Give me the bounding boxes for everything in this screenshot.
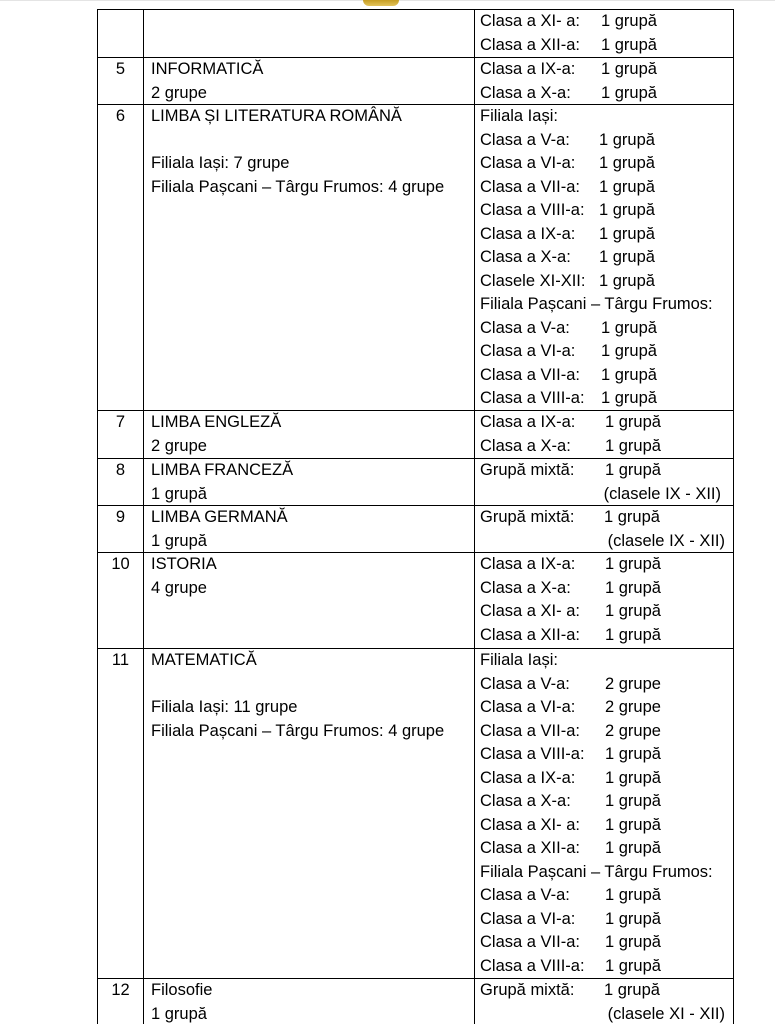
- group-line: [480, 506, 733, 530]
- table-row: [97, 978, 734, 1024]
- subject-name: LIMBA FRANCEZĂ: [151, 461, 294, 479]
- group-count: 1 grupă: [601, 83, 657, 102]
- group-count: 1 grupă: [601, 35, 657, 54]
- row-number-cell: [97, 58, 143, 104]
- class-label: Clasa a X-a:: [480, 792, 571, 810]
- class-label: Clasa a XII-a:: [480, 839, 580, 857]
- group-line: [480, 34, 733, 58]
- group-count: 1 grupă: [601, 342, 657, 360]
- group-count: 1 grupă: [605, 602, 661, 620]
- group-count: 1 grupă: [599, 201, 655, 219]
- subject-cell: [143, 10, 474, 57]
- subject-detail: Filiala Iași: 7 grupe: [151, 154, 290, 172]
- group-line: [480, 955, 733, 979]
- row-number-cell: [97, 553, 143, 648]
- group-line: [480, 459, 733, 483]
- branch-heading: Filiala Pașcani – Târgu Frumos:: [480, 862, 713, 881]
- group-count: 1 grupă: [599, 154, 655, 172]
- group-count: 1 grupă: [599, 271, 655, 290]
- group-count: 1 grupă: [599, 224, 655, 243]
- subject-cell: [143, 649, 474, 978]
- row-number: 12: [111, 981, 130, 999]
- subject-name: LIMBA GERMANĂ: [151, 508, 288, 526]
- group-line: [480, 931, 733, 955]
- subject-cell: [143, 105, 474, 410]
- group-count: 1 grupă: [605, 839, 661, 857]
- group-count: 2 grupe: [605, 698, 661, 716]
- group-line: [480, 673, 733, 697]
- grade-range-note: (clasele IX - XII): [603, 484, 721, 503]
- group-line: [480, 58, 733, 82]
- group-count: 1 grupă: [601, 389, 657, 407]
- groups-cell: [474, 10, 734, 57]
- group-line: [480, 387, 733, 410]
- group-line: [480, 129, 733, 153]
- class-label: Clasa a VI-a:: [480, 909, 576, 928]
- row-number: 10: [111, 555, 130, 573]
- groups-cell: [474, 649, 734, 978]
- groups-cell: [474, 506, 734, 552]
- subject-name: MATEMATICĂ: [151, 651, 257, 669]
- group-line: [480, 246, 733, 270]
- table-row: [97, 505, 734, 552]
- class-label: Clasa a X-a:: [480, 436, 571, 455]
- group-count: 1 grupă: [604, 981, 660, 999]
- group-line: [480, 364, 733, 388]
- group-line: [480, 767, 733, 791]
- group-count: 1 grupă: [605, 413, 661, 431]
- subject-cell: [143, 58, 474, 104]
- group-count: 1 grupă: [599, 177, 655, 196]
- subject-detail: 1 grupă: [151, 484, 207, 503]
- subject-detail: 2 grupe: [151, 83, 207, 102]
- table-row: [97, 552, 734, 648]
- group-line: [480, 10, 733, 34]
- subject-name: LIMBA ENGLEZĂ: [151, 413, 282, 431]
- class-label: Clasa a VII-a:: [480, 177, 580, 196]
- row-number-cell: [97, 10, 143, 57]
- class-label: Clasele XI-XII:: [480, 271, 586, 290]
- subject-cell: [143, 459, 474, 505]
- group-count: 1 grupă: [605, 625, 661, 644]
- class-label: Clasa a V-a:: [480, 674, 570, 693]
- table-row: [97, 9, 734, 57]
- group-line: [480, 317, 733, 341]
- group-line: [480, 152, 733, 176]
- group-line: [480, 82, 733, 105]
- branch-heading: Filiala Iași:: [480, 651, 558, 669]
- group-line: [480, 411, 733, 435]
- group-count: 1 grupă: [605, 909, 661, 928]
- group-line: [480, 837, 733, 861]
- class-label: Clasa a VI-a:: [480, 154, 576, 172]
- group-count: 1 grupă: [605, 933, 661, 951]
- group-line: [480, 979, 733, 1003]
- subject-detail: Filiala Pașcani – Târgu Frumos: 4 grupe: [151, 177, 445, 196]
- class-label: Clasa a V-a:: [480, 886, 570, 904]
- row-number: 8: [115, 461, 126, 479]
- class-label: Clasa a VI-a:: [480, 342, 576, 360]
- group-line: [480, 696, 733, 720]
- class-label: Clasa a VII-a:: [480, 721, 580, 740]
- subject-cell: [143, 506, 474, 552]
- class-label: Clasa a IX-a:: [480, 60, 576, 78]
- class-label: Clasa a VIII-a:: [480, 389, 585, 407]
- row-number-cell: [97, 506, 143, 552]
- subject-name: LIMBA ȘI LITERATURA ROMÂNĂ: [151, 107, 402, 125]
- group-count: 1 grupă: [601, 12, 657, 30]
- subject-detail: 4 grupe: [151, 578, 207, 597]
- group-count: 2 grupe: [605, 721, 661, 740]
- group-count: 1 grupă: [605, 886, 661, 904]
- subject-name: Filosofie: [151, 981, 213, 999]
- row-number-cell: [97, 411, 143, 458]
- groups-cell: [474, 553, 734, 648]
- groups-cell: [474, 411, 734, 458]
- class-label: Clasa a V-a:: [480, 130, 570, 149]
- group-line: [480, 577, 733, 601]
- blank-line: [151, 129, 474, 153]
- subject-detail: 1 grupă: [151, 1004, 207, 1023]
- table-row: [97, 458, 734, 505]
- row-number-cell: [97, 459, 143, 505]
- subject-cell: [143, 411, 474, 458]
- group-count: 1 grupă: [605, 745, 661, 763]
- subject-cell: [143, 979, 474, 1024]
- groups-cell: [474, 105, 734, 410]
- group-line: [480, 624, 733, 648]
- class-label: Clasa a X-a:: [480, 83, 571, 102]
- groups-cell: [474, 58, 734, 104]
- class-label: Grupă mixtă:: [480, 461, 575, 479]
- group-line: [480, 270, 733, 294]
- group-count: 1 grupă: [605, 578, 661, 597]
- row-number-cell: [97, 649, 143, 978]
- grade-range-note: (clasele XI - XII): [607, 1004, 725, 1023]
- class-label: Clasa a IX-a:: [480, 224, 576, 243]
- subject-detail: 1 grupă: [151, 531, 207, 550]
- group-line: [480, 435, 733, 459]
- group-count: 1 grupă: [599, 248, 655, 266]
- subject-name: INFORMATICĂ: [151, 60, 264, 78]
- group-count: 1 grupă: [605, 436, 661, 455]
- group-count: 1 grupă: [605, 792, 661, 810]
- group-count: 1 grupă: [601, 365, 657, 384]
- group-line: [480, 908, 733, 932]
- row-number: 11: [111, 651, 130, 669]
- groups-cell: [474, 979, 734, 1024]
- class-label: Clasa a IX-a:: [480, 768, 576, 787]
- group-line: [480, 720, 733, 744]
- subject-detail: 2 grupe: [151, 436, 207, 455]
- class-label: Grupă mixtă:: [480, 508, 575, 526]
- class-label: Clasa a XII-a:: [480, 625, 580, 644]
- group-count: 1 grupă: [604, 508, 660, 526]
- class-label: Clasa a XI- a:: [480, 815, 580, 834]
- group-line: [480, 223, 733, 247]
- subject-detail: Filiala Pașcani – Târgu Frumos: 4 grupe: [151, 721, 445, 740]
- row-number-cell: [97, 979, 143, 1024]
- group-line: [480, 553, 733, 577]
- subject-name: ISTORIA: [151, 555, 217, 573]
- class-label: Clasa a X-a:: [480, 578, 571, 597]
- group-line: [480, 176, 733, 200]
- class-label: Clasa a VIII-a:: [480, 201, 585, 219]
- table-row: [97, 648, 734, 978]
- group-line: [480, 814, 733, 838]
- group-count: 1 grupă: [601, 318, 657, 337]
- row-number-cell: [97, 105, 143, 410]
- grade-range-note: (clasele IX - XII): [607, 531, 725, 550]
- branch-heading: Filiala Pașcani – Târgu Frumos:: [480, 295, 713, 313]
- group-line: [480, 790, 733, 814]
- group-count: 1 grupă: [605, 815, 661, 834]
- class-label: Clasa a VIII-a:: [480, 956, 585, 975]
- group-count: 1 grupă: [599, 130, 655, 149]
- class-label: Clasa a XI- a:: [480, 602, 580, 620]
- blank-line: [151, 673, 474, 697]
- class-label: Clasa a IX-a:: [480, 555, 576, 573]
- class-label: Clasa a IX-a:: [480, 413, 576, 431]
- class-label: Grupă mixtă:: [480, 981, 575, 999]
- groups-cell: [474, 459, 734, 505]
- class-label: Clasa a VIII-a:: [480, 745, 585, 763]
- table-row: [97, 410, 734, 458]
- table-row: [97, 104, 734, 410]
- group-line: [480, 743, 733, 767]
- class-label: Clasa a VI-a:: [480, 698, 576, 716]
- subject-cell: [143, 553, 474, 648]
- group-allocation-table: [97, 9, 734, 1024]
- group-count: 1 grupă: [605, 956, 661, 975]
- class-label: Clasa a VII-a:: [480, 365, 580, 384]
- group-count: 1 grupă: [601, 60, 657, 78]
- subject-detail: Filiala Iași: 11 grupe: [151, 698, 298, 716]
- branch-heading: Filiala Iași:: [480, 107, 558, 125]
- group-line: [480, 600, 733, 624]
- header-logo-fragment: [363, 0, 399, 6]
- class-label: Clasa a XI- a:: [480, 12, 580, 30]
- group-count: 1 grupă: [605, 768, 661, 787]
- row-number: 7: [115, 413, 126, 431]
- class-label: Clasa a VII-a:: [480, 933, 580, 951]
- group-line: [480, 340, 733, 364]
- row-number: 6: [115, 107, 126, 125]
- group-line: [480, 884, 733, 908]
- group-count: 2 grupe: [605, 674, 661, 693]
- table-row: [97, 57, 734, 104]
- row-number: 5: [115, 60, 126, 78]
- class-label: Clasa a V-a:: [480, 318, 570, 337]
- group-count: 1 grupă: [605, 555, 661, 573]
- group-line: [480, 199, 733, 223]
- class-label: Clasa a XII-a:: [480, 35, 580, 54]
- group-count: 1 grupă: [605, 461, 661, 479]
- row-number: 9: [115, 508, 126, 526]
- class-label: Clasa a X-a:: [480, 248, 571, 266]
